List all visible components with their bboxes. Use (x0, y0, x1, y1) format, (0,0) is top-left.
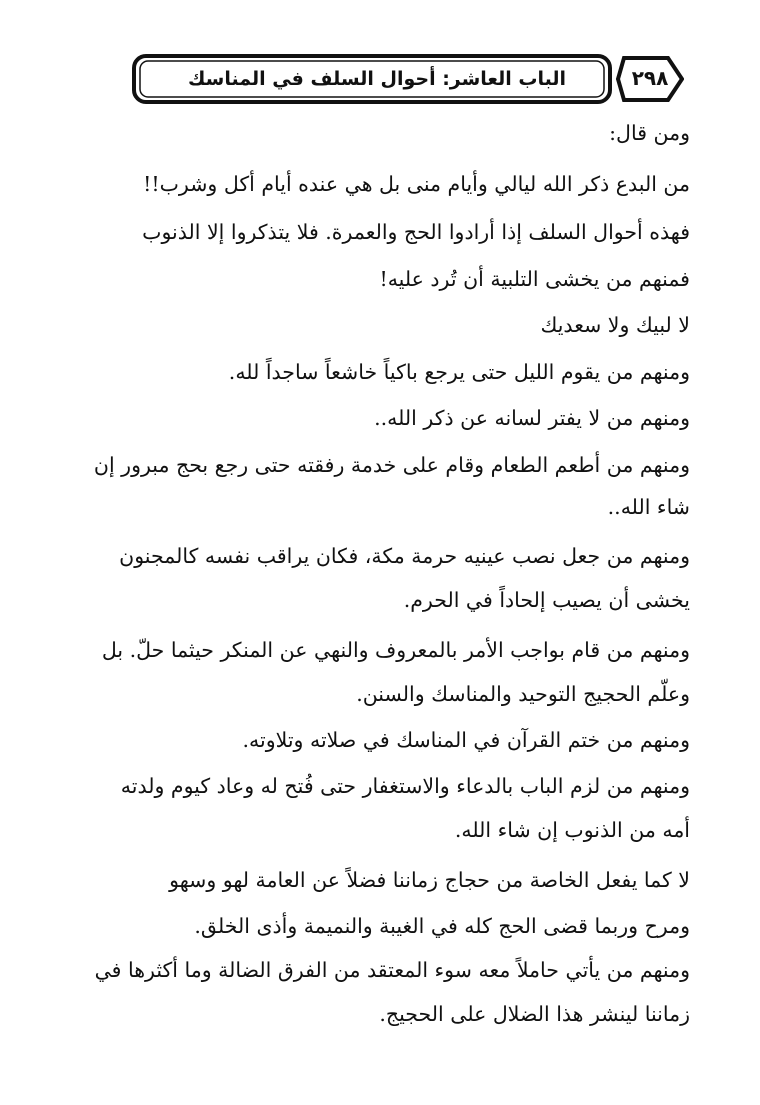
text-line: من البدع ذكر الله ليالي وأيام منى بل هي عنده أيام أكل وشرب!! (143, 172, 690, 196)
text-line: ومنهم من لزم الباب بالدعاء والاستغفار حتى فُتح له وعاد كيوم ولدته (120, 774, 690, 798)
text-line: ومنهم من ختم القرآن في المناسك في صلاته وتلاوته. (242, 728, 690, 752)
page-number: ٢٩٨ (631, 66, 669, 90)
text-line: ومن قال: (609, 121, 690, 145)
text-line: أمه من الذنوب إن شاء الله. (454, 818, 690, 842)
text-line: شاء الله.. (607, 495, 690, 519)
text-line: فمنهم من يخشى التلبية أن تُرد عليه! (379, 267, 690, 291)
text-line: فهذه أحوال السلف إذا أرادوا الحج والعمرة. فلا يتذكروا إلا الذنوب (142, 220, 690, 244)
text-line: زماننا لينشر هذا الضلال على الحجيج. (379, 1002, 690, 1026)
text-line: ومنهم من جعل نصب عينيه حرمة مكة، فكان يراقب نفسه كالمجنون (119, 544, 690, 568)
text-line: ومنهم من قام بواجب الأمر بالمعروف والنهي عن المنكر حيثما حلّ. بل (101, 638, 690, 662)
text-line: ومرح وربما قضى الحج كله في الغيبة والنميمة وأذى الخلق. (194, 914, 690, 938)
text-line: يخشى أن يصيب إلحاداً في الحرم. (403, 588, 690, 612)
text-line: ومنهم من يقوم الليل حتى يرجع باكياً خاشعاً ساجداً لله. (228, 360, 690, 384)
text-line: ومنهم من أطعم الطعام وقام على خدمة رفقته حتى رجع بحج مبرور إن (93, 453, 690, 477)
chapter-title: الباب العاشر: أحوال السلف في المناسك (187, 68, 567, 90)
page-header (132, 52, 684, 106)
text-line: لا كما يفعل الخاصة من حجاج زماننا فضلاً عن العامة لهو وسهو (169, 868, 690, 892)
text-line: ومنهم من يأتي حاملاً معه سوء المعتقد من الفرق الضالة وما أكثرها في (94, 958, 690, 982)
text-line: ومنهم من لا يفتر لسانه عن ذكر الله.. (374, 406, 690, 430)
text-line: وعلّم الحجيج التوحيد والمناسك والسنن. (356, 682, 690, 706)
text-line: لا لبيك ولا سعديك (540, 313, 690, 337)
